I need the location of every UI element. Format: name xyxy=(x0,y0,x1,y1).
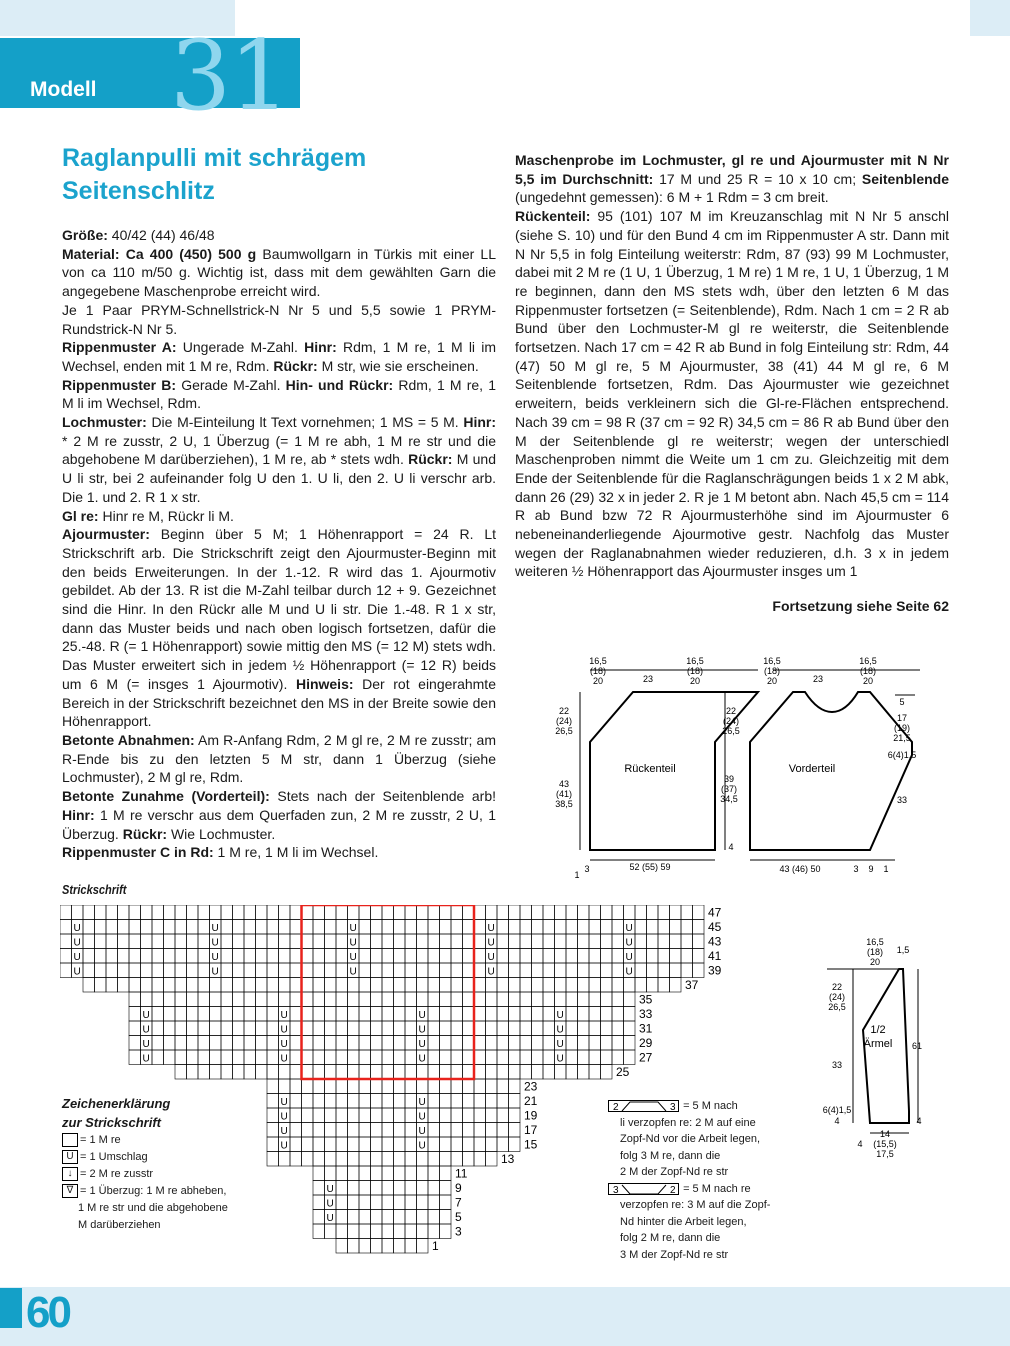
svg-text:33: 33 xyxy=(831,1060,843,1070)
svg-text:(37): (37) xyxy=(720,784,738,794)
svg-text:3: 3 xyxy=(670,1102,676,1113)
chart-row-number: 43 xyxy=(708,934,722,949)
instruction-paragraph: Je 1 Paar PRYM-Schnellstrick-N Nr 5 und 5,5 sowie 1 PRYM-Rundstrick-N Nr 5. xyxy=(62,301,496,337)
yarn-over-symbol: U xyxy=(211,937,219,949)
instruction-paragraph: Material: Ca 400 (450) 500 g Baumwollgarn in Türkis mit einer LL von ca 110 m/50 g. Wichtig ist, dass mit dem gewählten Garn die angegebene Maschenprobe erreicht wird. xyxy=(62,245,496,300)
back-label: Rückenteil xyxy=(624,763,676,775)
svg-text:4: 4 xyxy=(916,1116,922,1126)
chart-row-number: 33 xyxy=(639,1007,653,1021)
svg-text:26,5: 26,5 xyxy=(722,726,740,736)
k2tog-symbol: ↓ xyxy=(62,1167,78,1181)
yarn-over-symbol: U xyxy=(142,1024,150,1036)
instruction-paragraph: Rückenteil: 95 (101) 107 M im Kreuzanschlag mit N Nr 5 anschl (siehe S. 10) und für den Bund 4 cm im Rippenmuster A str. Dann mit N Nr 5,5 in folg Einteilung weiterstr: Rdm, 87 (93) 99 M Lochmuster, dabei mit 2 M re (1 U, 1 Überzug, 1 M re) 1 M re, 1 U, 1 Überzug, 1 M re beginnen, dann den MS stets wdh, über den letzten 6 M das Rippenmuster fortsetzen (= Seitenblende), Rdm. Nach 1 cm = 2 R ab Bund über den Lochmuster-M gl re weiterstr, die Seitenblende fortsetzen. Nach 17 cm = 42 R ab Bund in folg Einteilung str: Rdm, 44 (47) 50 M gl re, 5 M Ajourmuster, 38 (41) 44 M gl re, 6 M Seitenblende fortsetzen, Rdm. Das Ajourmuster wie gezeichnet erweitern, beids verkleinern sich die Gl-re-Flächen entsprechend. Nach 39 cm = 98 R (37 cm = 92 R) 34,5 cm = 86 R ab Bund über den M der Seitenblende gl re weiterstr; wegen der unterschiedl Maschenproben nimmt die Weite um 1 cm zu. Gleichzeitig mit dem Ende der Seitenblende für die Raglanschrägungen beids 1 x 2 M abk, dann 26 (29) 32 x in jeder 2. R je 1 M betont abn. Nach 45,5 cm = 114 R ab Bund bzw 72 R Ajourmusterhöhe sind im Ajourmuster 6 nebeneinanderliegende Ajourmotive gestr. Nachfolg das Muster wegen der Raglanabnahmen wieder reduzieren, d.h. 3 x in jedem weiteren ½ Höhenrapport das Ajourmuster insges um 1 xyxy=(515,208,949,580)
svg-text:(18): (18) xyxy=(686,666,704,676)
svg-text:22: 22 xyxy=(558,706,570,716)
yarn-over-symbol: U xyxy=(625,923,633,934)
svg-text:26,5: 26,5 xyxy=(828,1002,846,1012)
instruction-paragraph: Rippenmuster A: Ungerade M-Zahl. Hinr: Rdm, 1 M re, 1 M li im Wechsel, enden mit 1 M re, Rdm. Rückr: M str, wie sie erscheinen. xyxy=(62,339,497,374)
chart-row-number: 3 xyxy=(455,1224,462,1239)
yarn-over-symbol: U xyxy=(326,1213,334,1224)
yarn-over-symbol: U xyxy=(280,1010,288,1021)
svg-text:16,5: 16,5 xyxy=(763,656,781,666)
chart-row-number: 41 xyxy=(708,949,722,963)
yarn-over-symbol: U xyxy=(211,923,219,934)
yarn-over-symbol: U xyxy=(556,1039,564,1050)
cable-legend: 2 3 = 5 M nach li verzopfen re: 2 M auf eine Zopf-Nd vor die Arbeit legen, folg 3 M re, dann die 2 M der Zopf-Nd re str 3 2 = 5 M nach re verzopfen re: 3 M auf die Zopf- Nd hinter die Arbeit legen, folg 2 M re, dann die 3 M der Zopf-Nd re str xyxy=(608,1098,808,1263)
yarn-over-symbol: U xyxy=(625,952,633,963)
chart-row-number: 45 xyxy=(708,920,722,934)
svg-text:20: 20 xyxy=(592,676,604,686)
front-label: Vorderteil xyxy=(788,763,836,775)
svg-text:Ärmel: Ärmel xyxy=(863,1038,893,1050)
instruction-paragraph: Betonte Zunahme (Vorderteil): Stets nach der Seitenblende arb! Hinr: 1 M re verschr aus dem Querfaden zun, 2 M re zusstr, 2 U, 1 Überzug. Rückr: Wie Lochmuster. xyxy=(62,788,496,842)
cable-right-symbol xyxy=(608,1183,680,1195)
svg-text:39: 39 xyxy=(723,774,735,784)
svg-text:43 (46) 50: 43 (46) 50 xyxy=(779,864,821,874)
chart-row-number: 23 xyxy=(524,1079,538,1094)
svg-text:6(4)1,5: 6(4)1,5 xyxy=(887,750,917,760)
svg-text:38,5: 38,5 xyxy=(555,799,573,809)
yarn-over-symbol: U xyxy=(487,952,495,963)
svg-text:(15,5): (15,5) xyxy=(873,1139,897,1149)
yarn-over-symbol: U xyxy=(280,1126,288,1137)
instructions-right-column xyxy=(515,151,949,581)
ssk-symbol: ∇ xyxy=(62,1184,78,1198)
symbol-legend: Zeichenerklärung zur Strickschrift = 1 M re U = 1 Umschlag ↓ = 2 M re zusstr ∇ = 1 Überzug: 1 M re abheben, 1 M re str und die abgehobene M darüberziehen xyxy=(62,1096,228,1231)
yarn-over-symbol: U xyxy=(142,1053,150,1065)
svg-text:(24): (24) xyxy=(828,992,846,1002)
yarn-over-symbol: U xyxy=(418,1097,426,1108)
yarn-over-symbol: U xyxy=(349,923,357,934)
yarn-over-symbol: U xyxy=(487,966,495,978)
yarn-over-symbol: U xyxy=(349,952,357,963)
page-number: 60 xyxy=(26,1288,69,1337)
svg-text:34,5: 34,5 xyxy=(720,794,738,804)
yarn-over-symbol: U xyxy=(73,966,81,978)
svg-text:(41): (41) xyxy=(555,789,573,799)
yarn-over-symbol: U xyxy=(487,923,495,934)
continuation-note: Fortsetzung siehe Seite 62 xyxy=(772,598,949,614)
svg-text:16,5: 16,5 xyxy=(686,656,704,666)
chart-row-number: 13 xyxy=(501,1152,515,1166)
svg-text:(18): (18) xyxy=(589,666,607,676)
bottom-band xyxy=(0,1287,1010,1346)
yarn-over-symbol: U xyxy=(280,1140,288,1152)
page-title: Raglanpulli mit schrägem Seitenschlitz xyxy=(62,144,367,205)
chart-row-number: 11 xyxy=(455,1166,468,1181)
instruction-paragraph: Gl re: Hinr re M, Rückr li M. xyxy=(62,507,234,524)
yarn-over-symbol: U xyxy=(556,1024,564,1036)
instruction-paragraph: Rippenmuster B: Gerade M-Zahl. Hin- und Rückr: Rdm, 1 M re, 1 M li im Wechsel, Rdm. xyxy=(62,376,496,412)
yarn-over-symbol: U xyxy=(142,1039,150,1050)
svg-text:16,5: 16,5 xyxy=(866,937,884,947)
chart-row-number: 21 xyxy=(524,1094,538,1108)
knit-symbol xyxy=(62,1133,78,1147)
chart-row-number: 39 xyxy=(708,963,722,978)
instruction-paragraph: Lochmuster: Die M-Einteilung lt Text vornehmen; 1 MS = 5 M. Hinr: * 2 M re zusstr, 2 U, 1 Überzug (= 1 M re abh, 1 M re str und die abgehobene M darüberziehen), 1 M re, ab * stets wdh. Rückr: M und U li str, bei 2 aufeinander folg U den 1. U li, den 2. U li verschr arb. Die 1. und 2. R 1 x str. xyxy=(62,414,496,505)
svg-text:1,5: 1,5 xyxy=(896,945,910,955)
yarn-over-symbol: U xyxy=(280,1024,288,1036)
instruction-paragraph: Rippenmuster C in Rd: 1 M re, 1 M li im Wechsel. xyxy=(62,844,379,861)
instruction-paragraph: Größe: 40/42 (44) 46/48 xyxy=(62,227,215,243)
instruction-paragraph: Ajourmuster: Beginn über 5 M; 1 Höhenrapport = 24 R. Lt Strickschrift arb. Die Strickschrift zeigt den Ajourmuster-Beginn mit den beids Erweiterungen. In der 1.-12. R wird das 1. Ajourmotiv gebildet. Ab der 13. R ist die M-Zahl teilbar durch 12 + 9. Gezeichnet sind die Hinr. In den Rückr alle M und U li str. Die 1.-48. R 1 x str, dann das Muster beids und nach oben logisch fortsetzen, dafür die 25.-48. R (= 1 Höhenrapport) sowie mittig den MS (= 12 M) stets wdh. Das Muster erweitert sich in jedem ½ Höhenrapport (= 12 R) beids um 6 M (= insges 1 Ajourmotiv). Hinweis: Der rot eingerahmte Bereich in der Strickschrift bezeichnet den MS in der Breite sowie den Höhenrapport. xyxy=(62,526,496,730)
svg-text:6(4)1,5: 6(4)1,5 xyxy=(822,1105,852,1115)
yarn-over-symbol: U xyxy=(142,1010,150,1021)
chart-row-number: 19 xyxy=(524,1108,538,1123)
svg-text:(19): (19) xyxy=(893,723,911,733)
chart-row-number: 9 xyxy=(455,1181,462,1195)
chart-row-number: 25 xyxy=(616,1065,630,1079)
chart-row-number: 1 xyxy=(432,1239,439,1253)
svg-text:2: 2 xyxy=(613,1102,619,1113)
yarn-over-symbol: U xyxy=(280,1097,288,1108)
chart-label: Strickschrift xyxy=(62,882,127,897)
svg-text:17: 17 xyxy=(896,713,908,723)
svg-text:3: 3 xyxy=(584,864,590,874)
model-label: Modell xyxy=(30,78,97,101)
yarn-over-symbol: U xyxy=(62,1150,78,1164)
svg-text:9: 9 xyxy=(868,864,874,874)
yarn-over-symbol: U xyxy=(211,952,219,963)
svg-text:4: 4 xyxy=(834,1116,840,1126)
yarn-over-symbol: U xyxy=(73,923,81,934)
yarn-over-symbol: U xyxy=(487,937,495,949)
svg-text:1: 1 xyxy=(883,864,889,874)
svg-text:(18): (18) xyxy=(859,666,877,676)
chart-row-number: 35 xyxy=(639,992,653,1007)
yarn-over-symbol: U xyxy=(326,1184,334,1195)
dim-top-1: 16,5 xyxy=(589,656,607,666)
chart-row-number: 5 xyxy=(455,1210,462,1224)
yarn-over-symbol: U xyxy=(556,1053,564,1065)
chart-row-number: 31 xyxy=(639,1021,653,1036)
svg-text:16,5: 16,5 xyxy=(859,656,877,666)
svg-text:23: 23 xyxy=(812,674,824,684)
yarn-over-symbol: U xyxy=(625,937,633,949)
svg-text:2: 2 xyxy=(670,1184,676,1195)
svg-text:3: 3 xyxy=(613,1184,619,1195)
svg-text:3: 3 xyxy=(853,864,859,874)
chart-row-number: 47 xyxy=(708,905,722,920)
svg-text:20: 20 xyxy=(869,957,881,967)
chart-row-number: 15 xyxy=(524,1137,538,1152)
yarn-over-symbol: U xyxy=(418,1024,426,1036)
cable-left-symbol xyxy=(608,1100,680,1112)
instruction-paragraph: Maschenprobe im Lochmuster, gl re und Ajourmuster mit N Nr 5,5 im Durchschnitt: 17 M und 25 R = 10 x 10 cm; Seitenblende (ungedehnt gemessen): 6 M + 1 Rdm = 3 cm breit. xyxy=(515,152,949,206)
svg-text:17,5: 17,5 xyxy=(876,1149,894,1159)
yarn-over-symbol: U xyxy=(349,937,357,949)
yarn-over-symbol: U xyxy=(418,1140,426,1152)
chart-row-number: 29 xyxy=(639,1036,653,1050)
svg-text:22: 22 xyxy=(831,982,843,992)
instruction-paragraph: Betonte Abnahmen: Am R-Anfang Rdm, 2 M gl re, 2 M re zusstr; am R-Ende bis zu den letzten 5 M str, dann 1 Überzug (siehe Lochmuster), 2 M gl re, Rdm. xyxy=(62,731,496,786)
svg-text:22: 22 xyxy=(725,706,737,716)
chart-row-number: 27 xyxy=(639,1050,653,1065)
svg-text:52 (55) 59: 52 (55) 59 xyxy=(629,862,671,872)
yarn-over-symbol: U xyxy=(73,937,81,949)
instructions-left-column xyxy=(62,226,496,862)
svg-text:20: 20 xyxy=(862,676,874,686)
yarn-over-symbol: U xyxy=(280,1039,288,1050)
yarn-over-symbol: U xyxy=(280,1053,288,1065)
sleeve-label: 1/2 xyxy=(870,1024,886,1036)
svg-text:23: 23 xyxy=(642,674,654,684)
yarn-over-symbol: U xyxy=(556,1010,564,1021)
svg-text:20: 20 xyxy=(766,676,778,686)
top-band xyxy=(0,0,1010,36)
chart-row-number: 37 xyxy=(685,978,699,992)
sleeve-schematic xyxy=(815,935,950,1165)
yarn-over-symbol: U xyxy=(418,1126,426,1137)
yarn-over-symbol: U xyxy=(418,1053,426,1065)
svg-text:20: 20 xyxy=(689,676,701,686)
yarn-over-symbol: U xyxy=(73,952,81,963)
yarn-over-symbol: U xyxy=(625,966,633,978)
svg-text:43: 43 xyxy=(558,779,570,789)
yarn-over-symbol: U xyxy=(418,1010,426,1021)
svg-text:4: 4 xyxy=(857,1139,863,1149)
model-number: 31 xyxy=(170,20,289,132)
svg-text:21,5: 21,5 xyxy=(893,733,911,743)
svg-text:33: 33 xyxy=(896,795,908,805)
yarn-over-symbol: U xyxy=(326,1198,334,1210)
svg-text:(18): (18) xyxy=(763,666,781,676)
svg-text:1: 1 xyxy=(574,870,580,880)
yarn-over-symbol: U xyxy=(280,1111,288,1123)
svg-text:(18): (18) xyxy=(866,947,884,957)
back-front-schematic xyxy=(550,650,950,880)
svg-text:(24): (24) xyxy=(722,716,740,726)
yarn-over-symbol: U xyxy=(418,1111,426,1123)
chart-row-number: 17 xyxy=(524,1123,538,1137)
yarn-over-symbol: U xyxy=(418,1039,426,1050)
svg-text:14: 14 xyxy=(879,1129,891,1139)
svg-text:5: 5 xyxy=(899,697,905,707)
svg-text:61: 61 xyxy=(911,1041,923,1051)
svg-text:26,5: 26,5 xyxy=(555,726,573,736)
page-tab xyxy=(0,1288,22,1328)
chart-row-number: 7 xyxy=(455,1195,462,1210)
svg-text:4: 4 xyxy=(728,842,734,852)
yarn-over-symbol: U xyxy=(349,966,357,978)
yarn-over-symbol: U xyxy=(211,966,219,978)
svg-text:(24): (24) xyxy=(555,716,573,726)
